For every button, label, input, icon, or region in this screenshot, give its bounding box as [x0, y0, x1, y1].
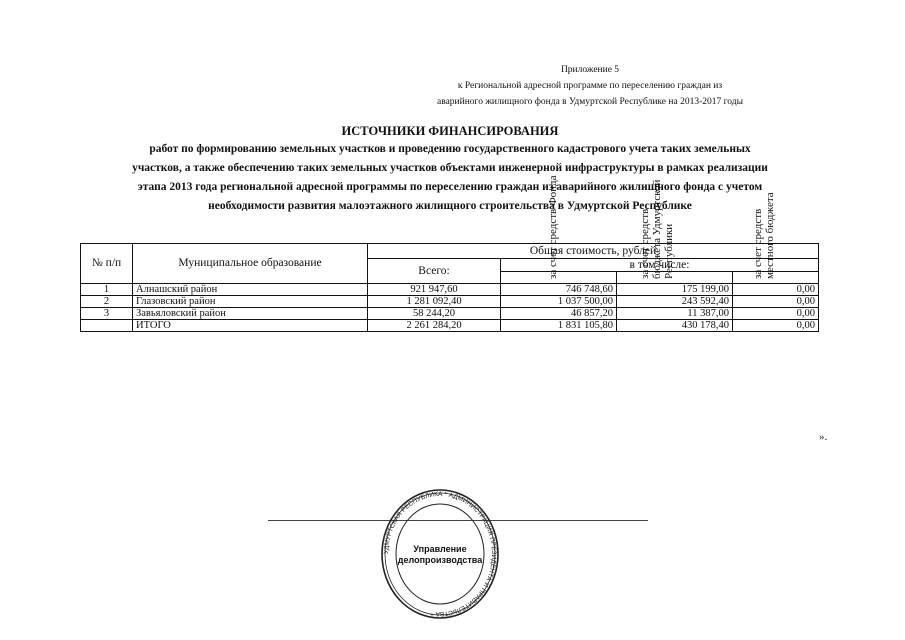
table-row: [81, 296, 819, 308]
header-num: № п/п: [81, 244, 133, 284]
appendix-line-2: к Региональной адресной программе по переселению граждан из: [457, 81, 723, 91]
total-row-republic: 430 178,40: [617, 320, 733, 332]
header-total-cost: Общая стоимость, рублей: [368, 244, 819, 259]
row-fund: 1 037 500,00: [501, 296, 617, 308]
row-republic: 175 199,00: [617, 284, 733, 296]
header-local-text: за счет средств местного бюджета: [751, 192, 776, 279]
closing-quote-mark: ».: [819, 431, 828, 443]
header-municipality: Муниципальное образование: [133, 244, 368, 284]
table-row: [81, 308, 819, 320]
seal-inner-line-2: делопроизводства: [397, 555, 483, 565]
header-total: Всего:: [368, 259, 501, 284]
row-num: 3: [81, 308, 133, 320]
row-republic: 11 387,00: [617, 308, 733, 320]
seal-ring-text: УДМУРТСКАЯ РЕСПУБЛИКА * АДМИНИСТРАЦИЯ ПРЕЗИДЕНТА И ПРАВИТЕЛЬСТВА *: [382, 490, 498, 618]
total-row-num: [81, 320, 133, 332]
row-fund: 46 857,20: [501, 308, 617, 320]
row-total: 58 244,20: [368, 308, 501, 320]
row-name: Алнашский район: [133, 284, 368, 296]
table-row: [81, 284, 819, 296]
row-total: 1 281 092,40: [368, 296, 501, 308]
header-fund-text: за счет средств Фонда: [546, 175, 559, 279]
subtitle-line-2: участков, а также обеспечению таких земельных участков объектами инженерной инфраструктуры в рамках реализации: [132, 162, 768, 174]
row-name: Глазовский район: [133, 296, 368, 308]
total-row-label: ИТОГО: [133, 320, 368, 332]
row-name: Завьяловский район: [133, 308, 368, 320]
document-subtitle: [70, 140, 830, 216]
header-including: в том числе:: [501, 259, 819, 272]
row-local: 0,00: [733, 308, 819, 320]
row-fund: 746 748,60: [501, 284, 617, 296]
appendix-line-1: Приложение 5: [560, 65, 620, 75]
row-num: 1: [81, 284, 133, 296]
seal-inner-line-1: Управление: [413, 544, 467, 554]
official-seal-stamp: [380, 488, 500, 620]
row-total: 921 947,60: [368, 284, 501, 296]
header-local: [733, 192, 819, 284]
appendix-block: [380, 62, 800, 110]
subtitle-line-3: этапа 2013 года региональной адресной программы по переселению граждан из аварийного жилищного фонда с учетом: [137, 181, 763, 193]
total-row-local: 0,00: [733, 320, 819, 332]
document-title: ИСТОЧНИКИ ФИНАНСИРОВАНИЯ: [341, 124, 559, 138]
row-local: 0,00: [733, 284, 819, 296]
header-republic-text: за счет средств бюджета Удмуртской Республики: [638, 179, 675, 279]
subtitle-line-4: необходимости развития малоэтажного жилищного строительства в Удмуртской Республике: [208, 200, 692, 212]
total-row-fund: 1 831 105,80: [501, 320, 617, 332]
total-row-total: 2 261 284,20: [368, 320, 501, 332]
appendix-line-3: аварийного жилищного фонда в Удмуртской Республике на 2013-2017 годы: [437, 97, 743, 107]
row-num: 2: [81, 296, 133, 308]
row-local: 0,00: [733, 296, 819, 308]
row-republic: 243 592,40: [617, 296, 733, 308]
total-row: [81, 320, 819, 332]
subtitle-line-1: работ по формированию земельных участков и проведению государственного кадастрового учета таких земельных: [149, 143, 751, 155]
